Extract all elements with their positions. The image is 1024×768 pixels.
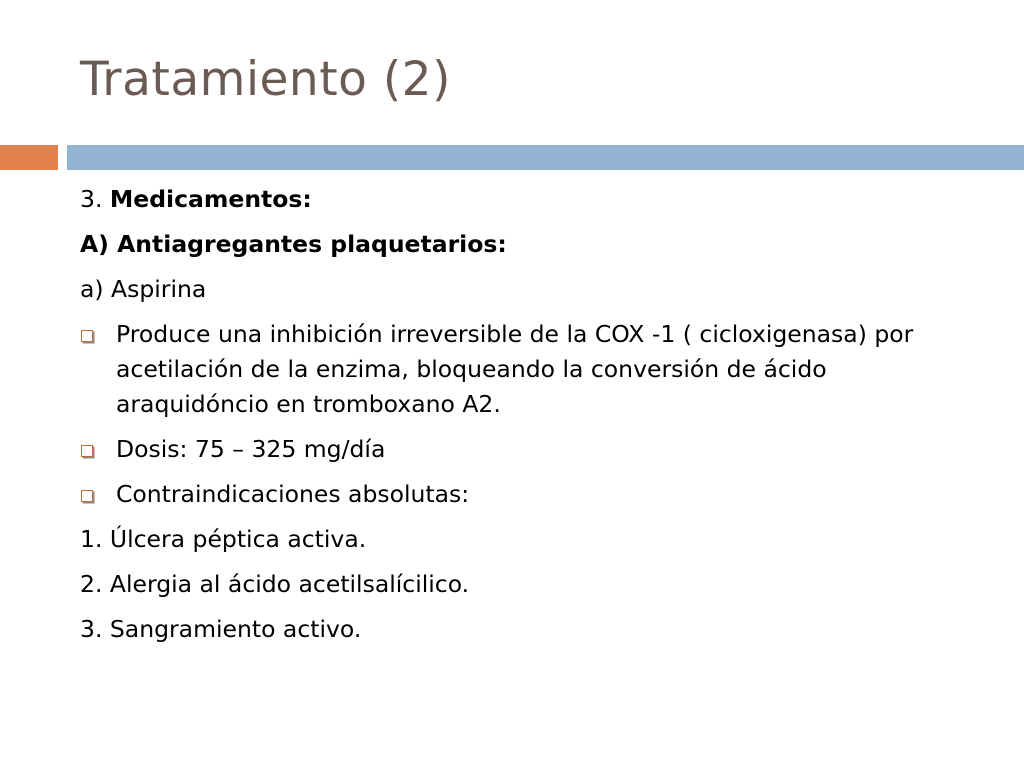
accent-bar-orange [0,145,58,170]
section-heading [80,182,980,217]
bullet-item-contraindications [80,477,980,512]
item-heading: a) Aspirina [80,275,207,303]
subsection-letter: A) [80,230,118,258]
subsection-heading [80,227,980,262]
square-bullet-icon [81,445,93,457]
accent-bar-blue [67,145,1024,170]
bullet-text: Produce una inhibición irreversible de la COX -1 ( cicloxigenasa) por acetilación de la enzima, bloqueando la conversión de ácido araquidóncio en tromboxano A2. [116,320,914,418]
square-bullet-icon [81,490,93,502]
bullet-item-dose [80,432,980,467]
subsection-label: Antiagregantes plaquetarios: [117,230,507,258]
contraindication-item: 3. Sangramiento activo. [80,615,362,643]
contraindication-item: 2. Alergia al ácido acetilsalícilico. [80,570,470,598]
bullet-text: Dosis: 75 – 325 mg/día [116,435,386,463]
square-bullet-icon [81,330,93,342]
bullet-text: Contraindicaciones absolutas: [116,480,470,508]
slide-body [80,182,980,647]
section-label: Medicamentos: [109,185,312,213]
bullet-item-mechanism [80,317,980,422]
contraindication-item: 1. Úlcera péptica activa. [80,525,367,553]
section-number: 3. [80,185,110,213]
slide-title: Tratamiento (2) [80,52,451,107]
